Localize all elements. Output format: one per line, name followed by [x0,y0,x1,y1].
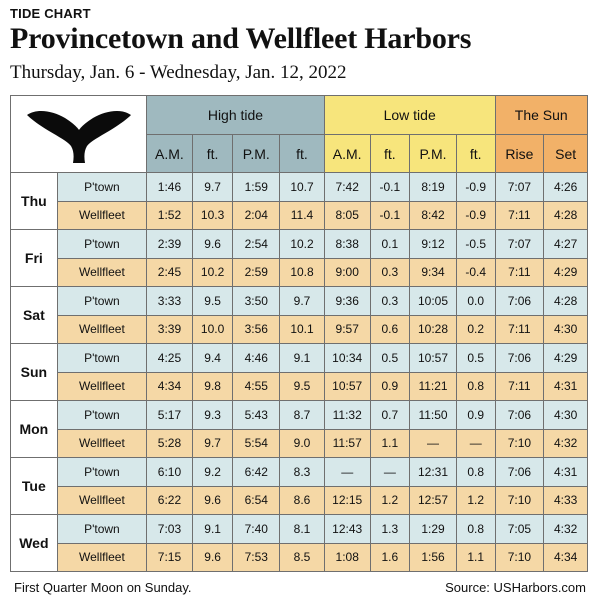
table-row [11,543,588,572]
whale-tail-icon [23,103,135,165]
table-cell: 1:52 [147,201,193,230]
table-cell: 12:43 [324,515,370,544]
table-cell: 9.7 [280,287,325,316]
logo-cell [11,96,147,173]
table-cell: 10.8 [280,258,325,287]
table-cell: 2:39 [147,230,193,259]
table-cell: 10.2 [192,258,233,287]
table-cell: 8.1 [280,515,325,544]
location-label: Wellfleet [57,201,146,230]
col-high-pm: P.M. [233,135,280,173]
table-cell: 4:30 [544,401,588,430]
table-cell: 0.0 [456,287,495,316]
location-label: P'town [57,344,146,373]
table-cell: 7:06 [495,344,544,373]
table-cell: 9:12 [410,230,457,259]
table-cell: 0.8 [456,515,495,544]
table-row [11,344,588,373]
table-cell: 0.9 [456,401,495,430]
table-cell: 7:10 [495,486,544,515]
table-cell: 0.7 [370,401,410,430]
table-cell: 7:06 [495,458,544,487]
table-cell: 4:46 [233,344,280,373]
table-row [11,201,588,230]
table-cell: 4:31 [544,458,588,487]
location-label: Wellfleet [57,372,146,401]
table-cell: 1.3 [370,515,410,544]
table-cell: 4:34 [544,543,588,572]
table-cell: -0.1 [370,201,410,230]
table-cell: 4:26 [544,173,588,202]
location-label: P'town [57,458,146,487]
table-cell: 2:45 [147,258,193,287]
table-cell: 4:31 [544,372,588,401]
table-cell: 4:32 [544,429,588,458]
table-cell: 9:57 [324,315,370,344]
location-label: Wellfleet [57,543,146,572]
table-row [11,372,588,401]
col-low-pm: P.M. [410,135,457,173]
table-cell: 1:59 [233,173,280,202]
location-label: P'town [57,173,146,202]
table-row [11,315,588,344]
table-cell: 3:50 [233,287,280,316]
day-label: Mon [11,401,58,458]
table-cell: 9.6 [192,543,233,572]
table-cell: 9.7 [192,173,233,202]
table-cell: 0.5 [456,344,495,373]
table-cell: — [410,429,457,458]
table-cell: 8.7 [280,401,325,430]
high-tide-header: High tide [147,96,325,135]
table-cell: 7:11 [495,315,544,344]
day-label: Tue [11,458,58,515]
table-cell: 7:11 [495,258,544,287]
table-cell: 1.6 [370,543,410,572]
table-cell: 2:54 [233,230,280,259]
table-cell: 9:00 [324,258,370,287]
table-cell: 9.1 [192,515,233,544]
table-row [11,230,588,259]
table-cell: 11:32 [324,401,370,430]
tide-table [10,95,588,572]
table-cell: 9.6 [192,230,233,259]
table-cell: 6:42 [233,458,280,487]
source-credit: Source: USHarbors.com [445,580,586,595]
table-cell: 4:27 [544,230,588,259]
table-cell: 6:22 [147,486,193,515]
table-cell: 9.8 [192,372,233,401]
table-cell: 0.5 [370,344,410,373]
col-low-am-ft: ft. [370,135,410,173]
table-cell: 8:38 [324,230,370,259]
table-cell: 3:56 [233,315,280,344]
date-range-subtitle: Thursday, Jan. 6 - Wednesday, Jan. 12, 2022 [10,62,347,83]
location-label: P'town [57,401,146,430]
table-cell: 8.3 [280,458,325,487]
table-cell: 1:29 [410,515,457,544]
table-cell: 9.4 [192,344,233,373]
table-cell: 9.1 [280,344,325,373]
table-cell: 7:10 [495,429,544,458]
table-cell: 8:19 [410,173,457,202]
table-cell: 0.9 [370,372,410,401]
table-cell: -0.1 [370,173,410,202]
day-label: Thu [11,173,58,230]
table-cell: 0.6 [370,315,410,344]
location-label: P'town [57,230,146,259]
table-cell: 10:57 [324,372,370,401]
table-cell: 1:46 [147,173,193,202]
table-cell: 9.6 [192,486,233,515]
table-cell: 10:34 [324,344,370,373]
table-cell: 12:15 [324,486,370,515]
table-row [11,429,588,458]
table-cell: 8.5 [280,543,325,572]
low-tide-header: Low tide [324,96,495,135]
table-cell: 5:28 [147,429,193,458]
table-cell: 6:54 [233,486,280,515]
table-row [11,173,588,202]
table-cell: 8.6 [280,486,325,515]
table-row [11,486,588,515]
table-cell: -0.5 [456,230,495,259]
day-label: Wed [11,515,58,572]
table-cell: 4:28 [544,201,588,230]
table-cell: 10.2 [280,230,325,259]
table-cell: 9.2 [192,458,233,487]
table-cell: -0.4 [456,258,495,287]
table-cell: 4:55 [233,372,280,401]
table-cell: 0.2 [456,315,495,344]
table-cell: 7:07 [495,230,544,259]
table-cell: 3:33 [147,287,193,316]
table-cell: 10.7 [280,173,325,202]
day-label: Sun [11,344,58,401]
table-cell: 6:10 [147,458,193,487]
table-cell: 7:07 [495,173,544,202]
table-cell: -0.9 [456,173,495,202]
table-cell: 2:04 [233,201,280,230]
table-cell: 0.1 [370,230,410,259]
table-cell: 10.0 [192,315,233,344]
table-cell: 9:36 [324,287,370,316]
col-sunrise: Rise [495,135,544,173]
table-cell: 10:05 [410,287,457,316]
table-cell: 10:57 [410,344,457,373]
table-cell: 5:54 [233,429,280,458]
col-high-pm-ft: ft. [280,135,325,173]
table-cell: 1.2 [370,486,410,515]
table-cell: 7:06 [495,287,544,316]
table-cell: 9.5 [280,372,325,401]
table-cell: 4:33 [544,486,588,515]
day-label: Fri [11,230,58,287]
table-cell: 7:03 [147,515,193,544]
table-cell: — [456,429,495,458]
table-cell: 11:57 [324,429,370,458]
table-cell: 4:29 [544,344,588,373]
col-sunset: Set [544,135,588,173]
table-cell: 10.3 [192,201,233,230]
table-cell: 9:34 [410,258,457,287]
table-cell: 9.3 [192,401,233,430]
table-cell: 7:06 [495,401,544,430]
kicker: TIDE CHART [10,6,91,21]
table-cell: 1.2 [456,486,495,515]
table-cell: 11.4 [280,201,325,230]
table-row [11,515,588,544]
table-cell: 8:42 [410,201,457,230]
table-cell: 1.1 [456,543,495,572]
table-cell: 3:39 [147,315,193,344]
table-cell: — [370,458,410,487]
col-high-am-ft: ft. [192,135,233,173]
table-cell: 11:50 [410,401,457,430]
table-cell: 0.8 [456,458,495,487]
table-cell: 9.0 [280,429,325,458]
location-label: Wellfleet [57,429,146,458]
table-cell: 10:28 [410,315,457,344]
table-cell: 4:32 [544,515,588,544]
table-cell: 7:42 [324,173,370,202]
table-cell: 12:57 [410,486,457,515]
col-low-pm-ft: ft. [456,135,495,173]
day-label: Sat [11,287,58,344]
table-cell: 7:53 [233,543,280,572]
tide-table-body [11,173,588,572]
table-row [11,287,588,316]
location-label: P'town [57,287,146,316]
location-label: P'town [57,515,146,544]
table-cell: 2:59 [233,258,280,287]
table-cell: — [324,458,370,487]
table-cell: 0.3 [370,287,410,316]
table-cell: 10.1 [280,315,325,344]
table-cell: 9.5 [192,287,233,316]
table-cell: 7:05 [495,515,544,544]
table-cell: 1:08 [324,543,370,572]
page-title: Provincetown and Wellfleet Harbors [10,22,472,55]
table-cell: 7:11 [495,372,544,401]
table-cell: 4:28 [544,287,588,316]
table-cell: 0.8 [456,372,495,401]
table-cell: 4:25 [147,344,193,373]
location-label: Wellfleet [57,315,146,344]
moon-note: First Quarter Moon on Sunday. [14,580,192,595]
table-cell: 1:56 [410,543,457,572]
table-cell: 12:31 [410,458,457,487]
col-high-am: A.M. [147,135,193,173]
table-row [11,401,588,430]
table-cell: -0.9 [456,201,495,230]
table-cell: 4:30 [544,315,588,344]
table-row [11,258,588,287]
table-cell: 4:34 [147,372,193,401]
table-cell: 7:40 [233,515,280,544]
table-cell: 1.1 [370,429,410,458]
table-cell: 7:15 [147,543,193,572]
sun-header: The Sun [495,96,588,135]
table-cell: 5:17 [147,401,193,430]
table-cell: 7:11 [495,201,544,230]
location-label: Wellfleet [57,258,146,287]
table-cell: 0.3 [370,258,410,287]
table-cell: 11:21 [410,372,457,401]
table-cell: 5:43 [233,401,280,430]
table-cell: 7:10 [495,543,544,572]
table-row [11,458,588,487]
table-cell: 8:05 [324,201,370,230]
col-low-am: A.M. [324,135,370,173]
table-cell: 9.7 [192,429,233,458]
table-cell: 4:29 [544,258,588,287]
location-label: Wellfleet [57,486,146,515]
